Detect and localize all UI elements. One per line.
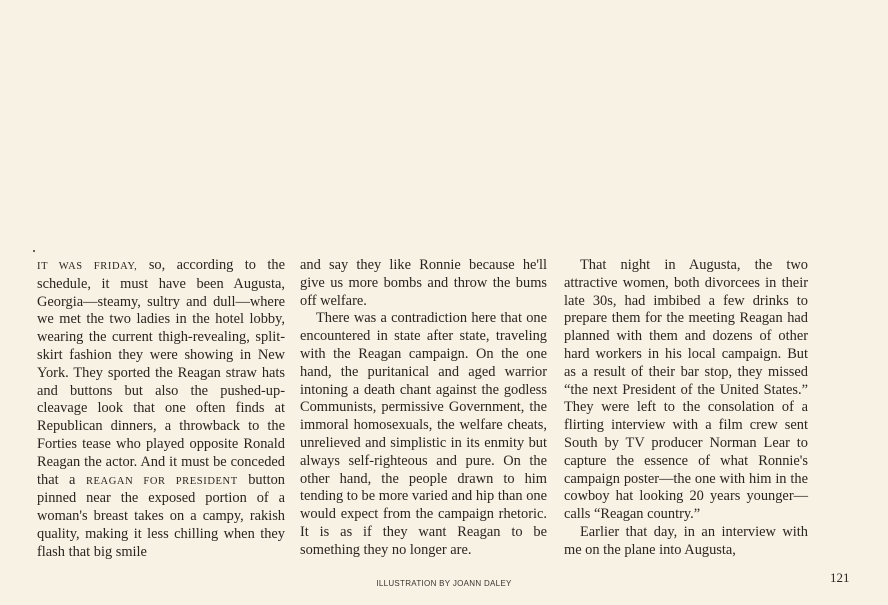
article-paragraph: That night in Augusta, the two attractive women, both divorcees in their late 30s, had imbibed a few drinks to prepare them for the meeting Reagan had planned with them and dozens of other hard workers in his local campaign. But as a result of their bar stop, they missed “the next President of the United States.” They were left to the consolation of a flirting interview with a film crew sent South by TV producer Norman Lear to capture the essence of what Ronnie's campaign poster—the one with him in the cowboy hat looking 20 years younger—calls “Reagan country.” [564,257,808,523]
article-column-3 [564,257,808,560]
article-column-2 [300,257,547,560]
article-paragraph [37,257,285,562]
lead-in-smallcaps: IT WAS FRIDAY, [37,261,138,272]
paragraph-text: button pinned near the exposed portion of a woman's breast takes on a campy, rakish quality, making it less chilling when they flash that big smile [37,471,285,560]
print-speck [33,250,35,252]
article-paragraph: There was a contradiction here that one encountered in state after state, traveling with the Reagan campaign. On the one hand, the puritanical and aged warrior intoning a death chant against the godless Communists, permissive Government, the immoral homosexuals, the welfare cheats, unrelieved and simplistic in its enmity but always self-righteous and pure. On the other hand, the people drawn to him tending to be more varied and hip than one would expect from the campaign rhetoric. It is as if they want Reagan to be something they no longer are. [300,310,547,558]
article-column-1 [37,257,285,562]
illustration-credit: ILLUSTRATION BY JOANN DALEY [376,579,512,588]
article-paragraph: Earlier that day, in an interview with me on the plane into Augusta, [564,523,808,558]
article-paragraph: and say they like Ronnie because he'll give us more bombs and throw the bums off welfare. [300,257,547,309]
inline-smallcaps: REAGAN FOR PRESIDENT [85,475,238,487]
paragraph-text: so, according to the schedule, it must have been Augusta, Georgia—steamy, sultry and dull—where we met the two ladies in the hotel lobby, wearing the current thigh-revealing, split-skirt fashion they were showing in New York. They sported the Reagan straw hats and buttons but also the pushed-up-cleavage look that one often finds at Republican dinners, a throwback to the Forties tease who played opposite Ronald Reagan the actor. And it must be conceded that a [37,257,285,488]
page-number: 121 [830,570,850,585]
